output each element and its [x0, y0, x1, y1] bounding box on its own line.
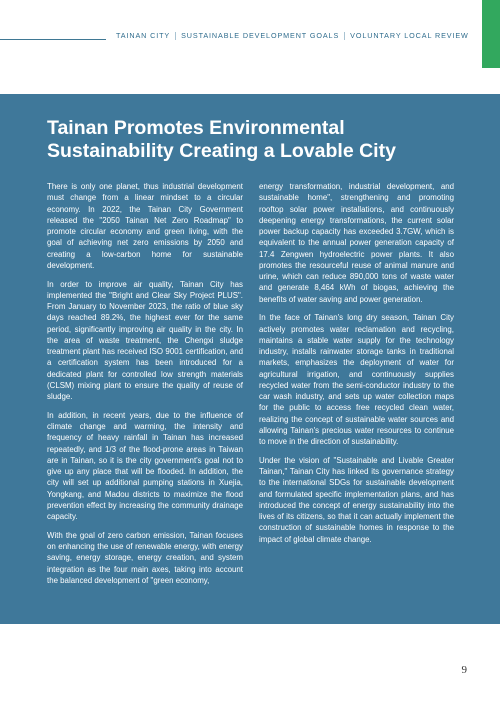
paragraph: With the goal of zero carbon emission, Tainan focuses on enhancing the use of renewable energy, with energy saving, energy storage, energy creation, and system integration as the four main axes, taking into account the balanced development of "green economy,: [47, 530, 243, 585]
right-column: [259, 181, 454, 552]
header-separator: [175, 32, 176, 40]
paragraph: Under the vision of "Sustainable and Livable Greater Tainan," Tainan City has linked its governance strategy to the international SDGs for sustainable development and formulated specific implementation plans, and has introduced the concept of energy sustainability into the lives of its citizens, so that it can actually implement the construction of sustainable homes in response to the impact of global climate change.: [259, 455, 454, 544]
left-column: [47, 181, 243, 594]
header-rule: [0, 39, 106, 40]
running-header: [116, 31, 469, 40]
paragraph: In the face of Tainan's long dry season, Tainan City actively promotes water reclamation and recycling, maintains a stable water supply for the technology industry, installs rainwater storage tanks in traditional markets, emphasizes the deployment of water for agricultural irrigation, and continuously supplies recycled water from the semi-conductor industry to the car wash industry, and sets up water collection maps for the public to access free recycled clean water, realizing the concept of sustainable water sources and allowing Tainan's precious water resources to continue to move in the direction of sustainability.: [259, 313, 454, 446]
paragraph: energy transformation, industrial development, and sustainable home", strengthening and promoting rooftop solar power installations, and continuously deepening energy transformations, the current solar power backup capacity has exceeded 3.7GW, which is equivalent to the annual power generation capacity of 17.4 Zengwen hydroelectric power plants. It also promotes the resourceful reuse of animal manure and urine, which can reduce 890,000 tons of waste water and generate 8,464 kWh of biogas, achieving the benefits of water saving and power generation.: [259, 182, 454, 304]
header-item-sdgs: SUSTAINABLE DEVELOPMENT GOALS: [181, 31, 340, 40]
header-item-city: TAINAN CITY: [116, 31, 171, 40]
paragraph: In addition, in recent years, due to the influence of climate change and warming, the intensity and frequency of heavy rainfall in Tainan has increased repeatedly, and 1/3 of the flood-prone areas in Taiwan are in Tainan, so it is the city government's goal not to give up any place that will be flooded. In addition, the city will set up additional pumping stations in Xuejia, Yongkang, and Madou districts to maximize the flood prevention effect by increasing the community drainage capacity.: [47, 410, 243, 521]
page-number: 9: [461, 664, 467, 676]
paragraph: There is only one planet, thus industrial development must change from a linear mindset to a circular economy. In 2022, the Tainan City Government released the "2050 Tainan Net Zero Roadmap" to promote circular economy and green living, with the goal of achieving net zero emissions by 2050 and creating a low-carbon home for sustainable development.: [47, 182, 243, 270]
paragraph: In order to improve air quality, Tainan City has implemented the "Bright and Clear Sky Project PLUS". From January to November 2023, the ratio of blue sky days reached 89.2%, the highest ever for the same period, significantly improving air quality in the city. In the area of waste treatment, the Chengxi sludge treatment plant has received ISO 9001 certification, and a certification system has been introduced for a dedicated plant for controlled low strength materials (CLSM) mixing plant to ensure the quality of reuse of sludge.: [47, 279, 243, 401]
article-title: Tainan Promotes Environmental Sustainability Creating a Lovable City: [47, 117, 396, 162]
header-separator: [344, 32, 345, 40]
header-item-vlr: VOLUNTARY LOCAL REVIEW: [350, 31, 469, 40]
section-tab: [482, 0, 500, 68]
